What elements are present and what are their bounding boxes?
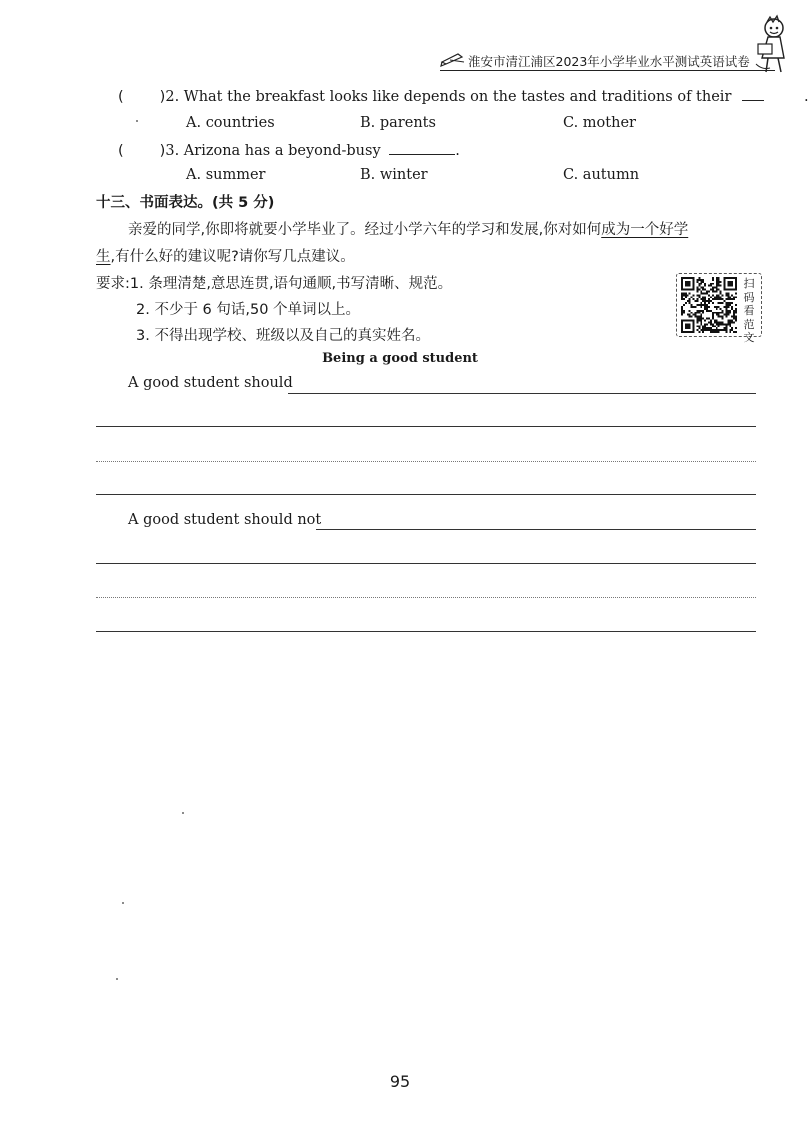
qr-label-char: 扫 bbox=[743, 277, 755, 290]
question-number: 2. bbox=[165, 89, 180, 105]
writing-line[interactable] bbox=[96, 563, 756, 564]
option-b[interactable]: B. winter bbox=[360, 167, 428, 183]
writing-line[interactable] bbox=[96, 461, 756, 462]
section-heading: 十三、书面表达。(共 5 分) bbox=[96, 195, 275, 211]
qr-code-box[interactable] bbox=[676, 273, 762, 344]
writing-line[interactable] bbox=[96, 631, 756, 632]
requirement-1 bbox=[96, 272, 452, 293]
intro-underlined: 成为一个好学 bbox=[601, 222, 689, 238]
option-a[interactable]: A. summer bbox=[186, 167, 266, 183]
qr-label-char: 码 bbox=[743, 290, 755, 304]
writing-line[interactable] bbox=[96, 426, 756, 427]
answer-paren-close: ) bbox=[159, 143, 166, 159]
qr-label-char: 看 bbox=[743, 304, 755, 317]
pen-icon bbox=[440, 48, 466, 68]
question-stem: Arizona has a beyond-busy bbox=[183, 143, 381, 159]
writing-line[interactable] bbox=[316, 529, 756, 530]
option-c[interactable]: C. autumn bbox=[563, 167, 640, 183]
writing-line[interactable] bbox=[96, 494, 756, 495]
page-number: 95 bbox=[389, 1072, 411, 1091]
intro-underlined: 生 bbox=[96, 249, 111, 265]
question-stem: What the breakfast looks like depends on the tastes and traditions of their bbox=[183, 89, 732, 105]
intro-text: ,有什么好的建议呢?请你写几点建议。 bbox=[110, 249, 355, 265]
fill-blank[interactable] bbox=[389, 142, 455, 155]
answer-paren-open[interactable]: ( bbox=[118, 89, 124, 105]
scan-speck bbox=[136, 120, 138, 122]
answer-paren-close: ) bbox=[159, 89, 166, 105]
page-header bbox=[440, 48, 775, 78]
intro-line-2 bbox=[96, 245, 355, 266]
qr-label bbox=[741, 277, 757, 345]
fill-blank[interactable] bbox=[742, 88, 764, 101]
scan-speck bbox=[122, 902, 124, 904]
question-number: 3. bbox=[165, 143, 180, 159]
requirement-text: 1. 条理清楚,意思连贯,语句通顺,书写清晰、规范。 bbox=[129, 276, 453, 292]
mascot-icon bbox=[748, 14, 796, 76]
requirement-label: 要求: bbox=[96, 276, 130, 292]
qr-label-char: 文 bbox=[743, 331, 755, 344]
intro-line-1 bbox=[128, 218, 688, 239]
requirement-2: 2. 不少于 6 句话,50 个单词以上。 bbox=[136, 302, 361, 318]
qr-code-icon[interactable] bbox=[681, 277, 737, 333]
requirement-3: 3. 不得出现学校、班级以及自己的真实姓名。 bbox=[136, 328, 430, 344]
question-end-punct: . bbox=[455, 143, 460, 159]
option-c[interactable]: C. mother bbox=[563, 115, 636, 131]
writing-line[interactable] bbox=[96, 597, 756, 598]
answer-paren-open[interactable]: ( bbox=[118, 143, 124, 159]
question-end-punct: . bbox=[804, 89, 809, 105]
essay-prompt-2: A good student should not bbox=[128, 512, 322, 528]
option-a[interactable]: A. countries bbox=[186, 115, 275, 131]
scan-speck bbox=[182, 812, 184, 814]
essay-prompt-1: A good student should bbox=[128, 375, 293, 391]
scan-speck bbox=[116, 978, 118, 980]
option-b[interactable]: B. parents bbox=[360, 115, 436, 131]
header-rule bbox=[440, 70, 775, 71]
header-title: 淮安市清江浦区2023年小学毕业水平测试英语试卷 bbox=[468, 54, 750, 69]
writing-line[interactable] bbox=[288, 393, 756, 394]
question-2 bbox=[118, 88, 809, 105]
intro-text: 亲爱的同学,你即将就要小学毕业了。经过小学六年的学习和发展,你对如何 bbox=[128, 222, 602, 238]
qr-label-char: 范 bbox=[743, 317, 755, 331]
essay-title: Being a good student bbox=[322, 351, 478, 366]
question-3 bbox=[118, 142, 460, 159]
